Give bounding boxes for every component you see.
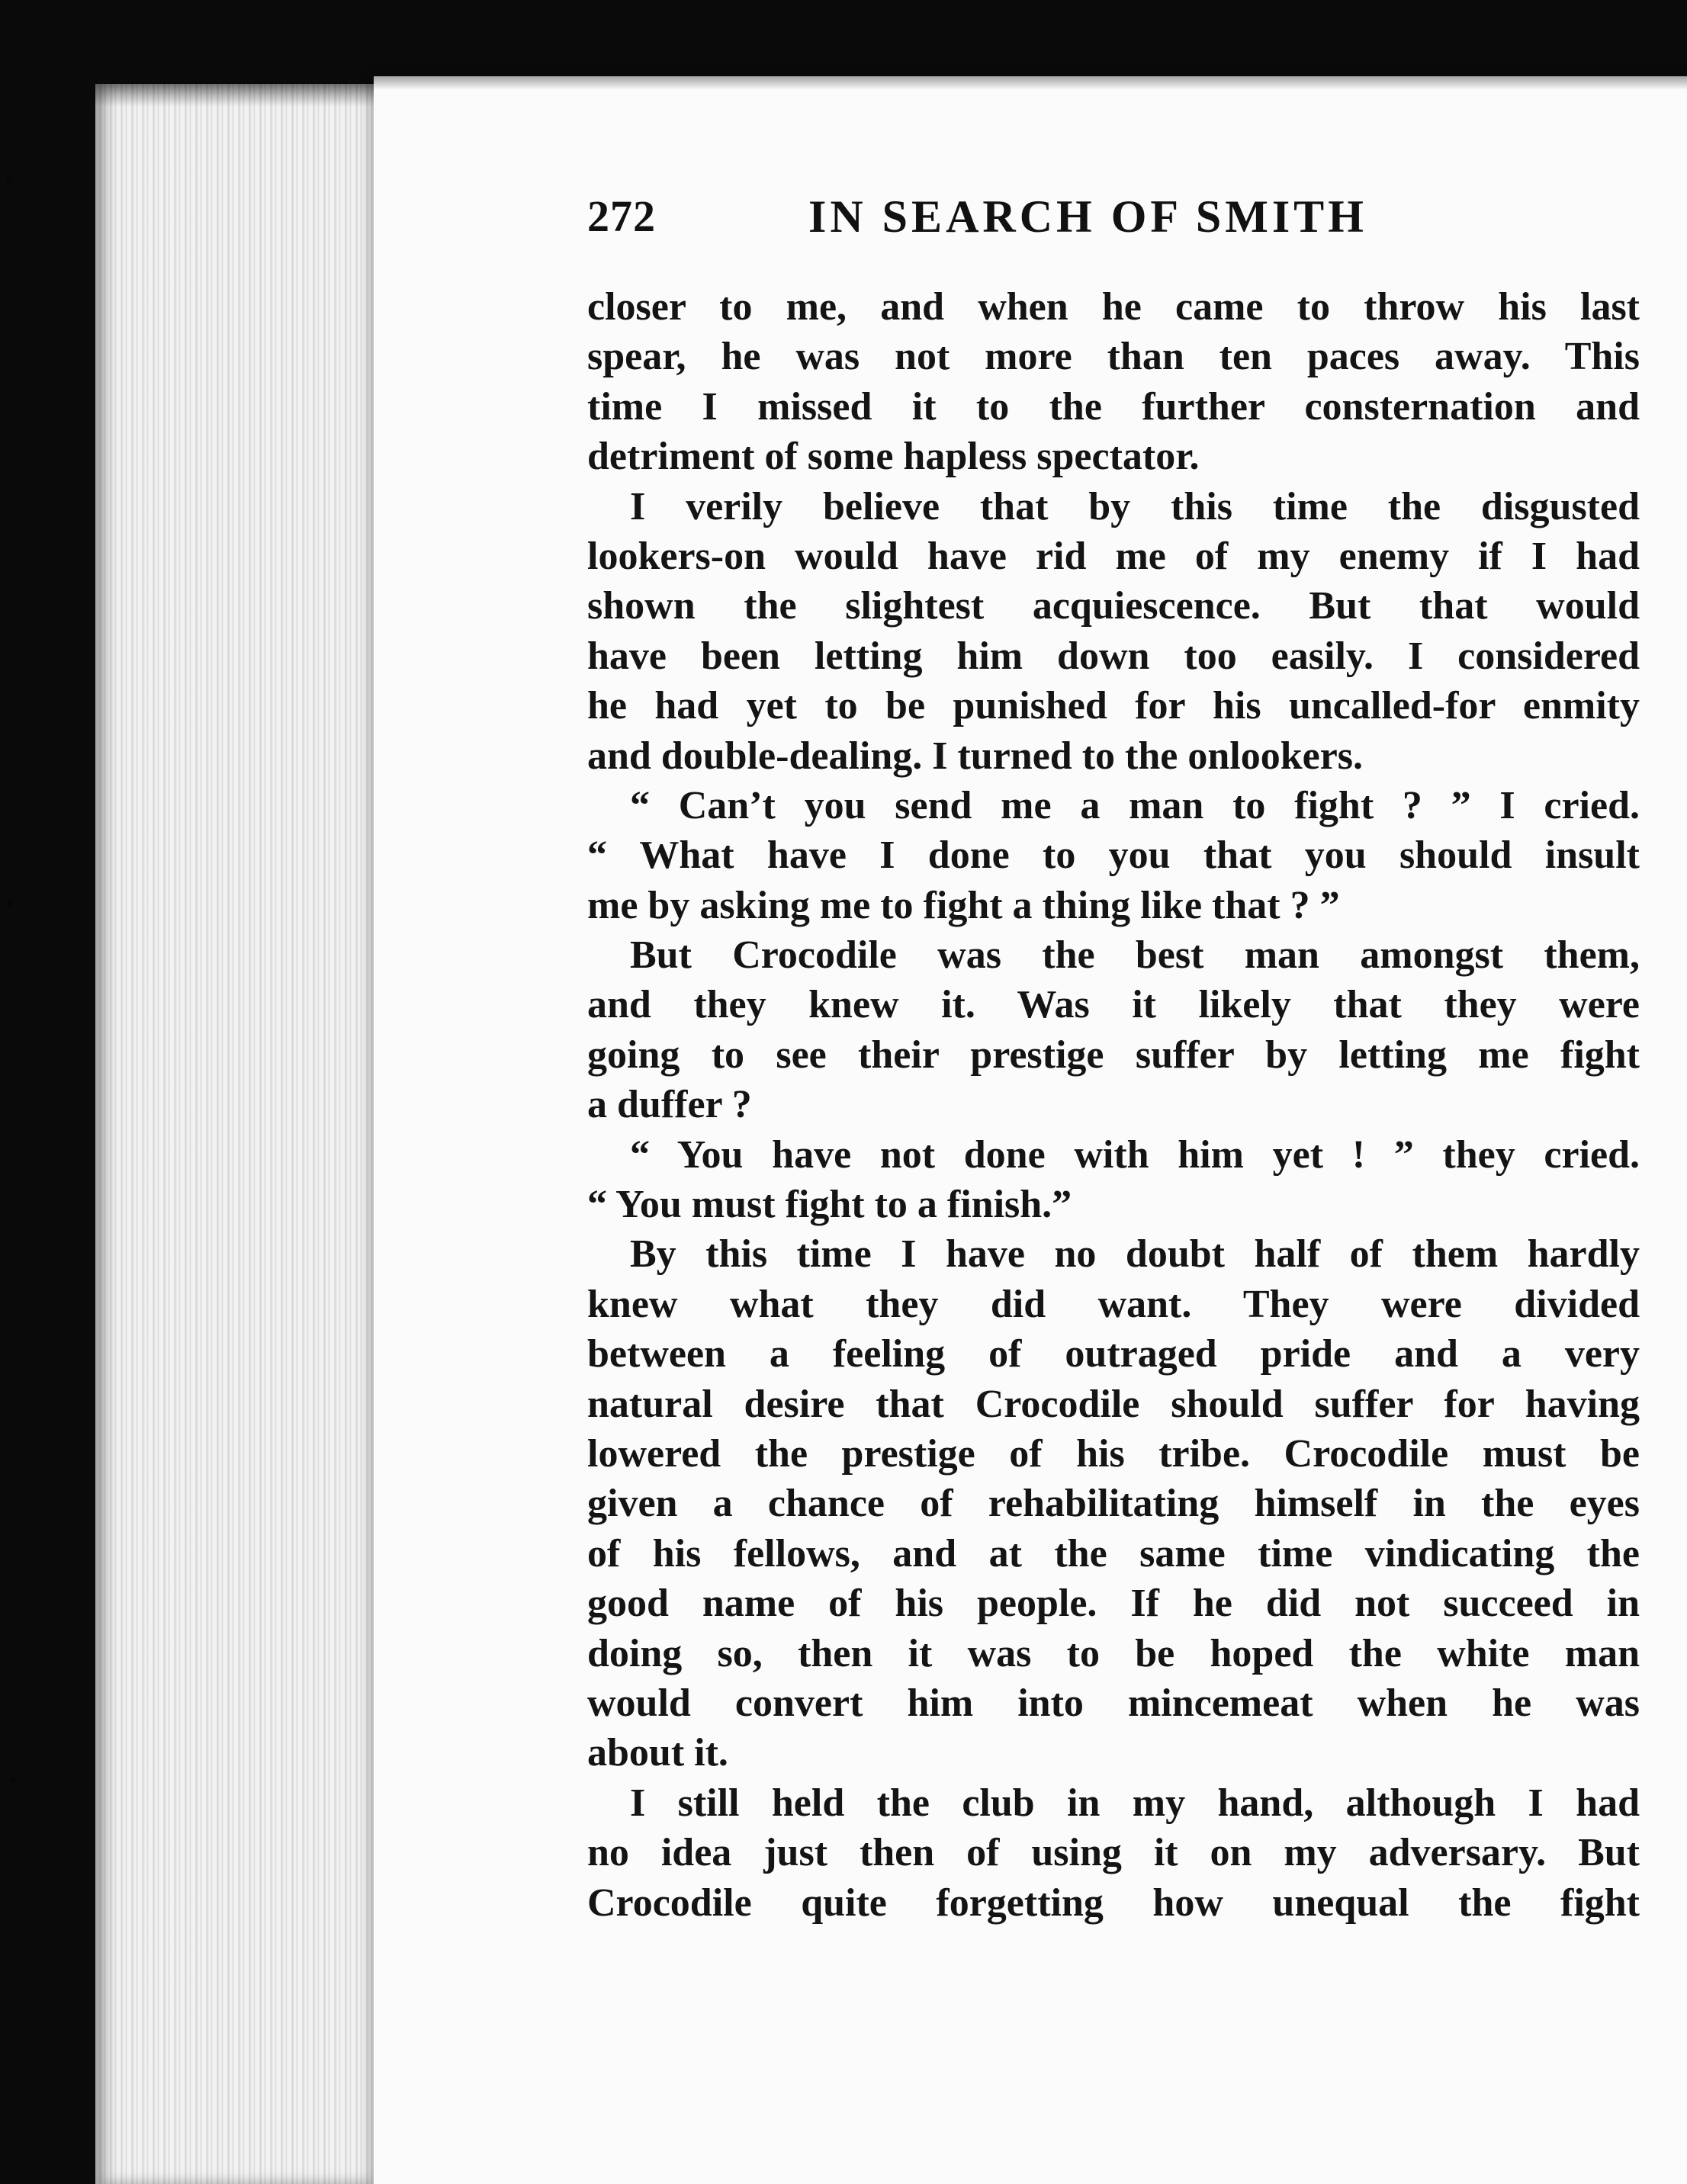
text-line: “ What have I done to you that you should insult: [587, 833, 1640, 878]
text-line: me by asking me to fight a thing like that ? ”: [587, 883, 1340, 927]
book-page-edges: [95, 84, 385, 2184]
text-line: and double-dealing. I turned to the onlookers.: [587, 734, 1364, 778]
text-line: knew what they did want. They were divided: [587, 1282, 1640, 1326]
text-line: “ You must fight to a finish.”: [587, 1183, 1072, 1227]
text-line: lowered the prestige of his tribe. Crocodile must be: [587, 1431, 1640, 1476]
text-line: Crocodile quite forgetting how unequal the fight: [587, 1880, 1640, 1925]
text-line: a duffer ?: [587, 1083, 752, 1127]
text-line: between a feeling of outraged pride and a very: [587, 1332, 1640, 1376]
text-line: lookers-on would have rid me of my enemy if I had: [587, 534, 1640, 578]
text-line: “ You have not done with him yet ! ” they cried.: [630, 1132, 1640, 1177]
text-line: “ Can’t you send me a man to fight ? ” I cried.: [630, 783, 1640, 827]
text-line: doing so, then it was to be hoped the white man: [587, 1631, 1640, 1675]
text-line: I still held the club in my hand, although I had: [630, 1781, 1640, 1825]
page-header: [587, 191, 1685, 259]
scan-speck: [6, 175, 12, 183]
text-line: shown the slightest acquiescence. But that would: [587, 584, 1640, 628]
text-line: natural desire that Crocodile should suffer for having: [587, 1382, 1640, 1426]
text-line: he had yet to be punished for his uncalled-for enmity: [587, 684, 1640, 728]
text-line: spear, he was not more than ten paces away. This: [587, 335, 1640, 379]
scan-speck: [11, 1777, 15, 1783]
running-title: IN SEARCH OF SMITH: [808, 191, 1367, 242]
book-page: [374, 76, 1687, 2184]
text-line: about it.: [587, 1731, 728, 1775]
text-line: time I missed it to the further consternation and: [587, 384, 1640, 429]
text-line: going to see their prestige suffer by letting me fight: [587, 1033, 1640, 1077]
text-line: given a chance of rehabilitating himself in the eyes: [587, 1482, 1640, 1526]
text-line: closer to me, and when he came to throw his last: [587, 285, 1640, 329]
body-text: [587, 282, 1640, 1928]
text-line: I verily believe that by this time the disgusted: [630, 484, 1640, 528]
text-line: good name of his people. If he did not succeed in: [587, 1582, 1640, 1626]
text-line: of his fellows, and at the same time vindicating the: [587, 1531, 1640, 1575]
text-line: no idea just then of using it on my adversary. But: [587, 1831, 1640, 1875]
scan-speck: [8, 900, 13, 907]
text-line: detriment of some hapless spectator.: [587, 435, 1200, 479]
page-number: 272: [587, 191, 656, 241]
text-line: But Crocodile was the best man amongst them,: [630, 933, 1640, 978]
text-line: By this time I have no doubt half of them hardly: [630, 1232, 1640, 1277]
text-line: have been letting him down too easily. I considered: [587, 634, 1640, 678]
text-line: would convert him into mincemeat when he was: [587, 1681, 1640, 1725]
text-line: and they knew it. Was it likely that they were: [587, 983, 1640, 1027]
